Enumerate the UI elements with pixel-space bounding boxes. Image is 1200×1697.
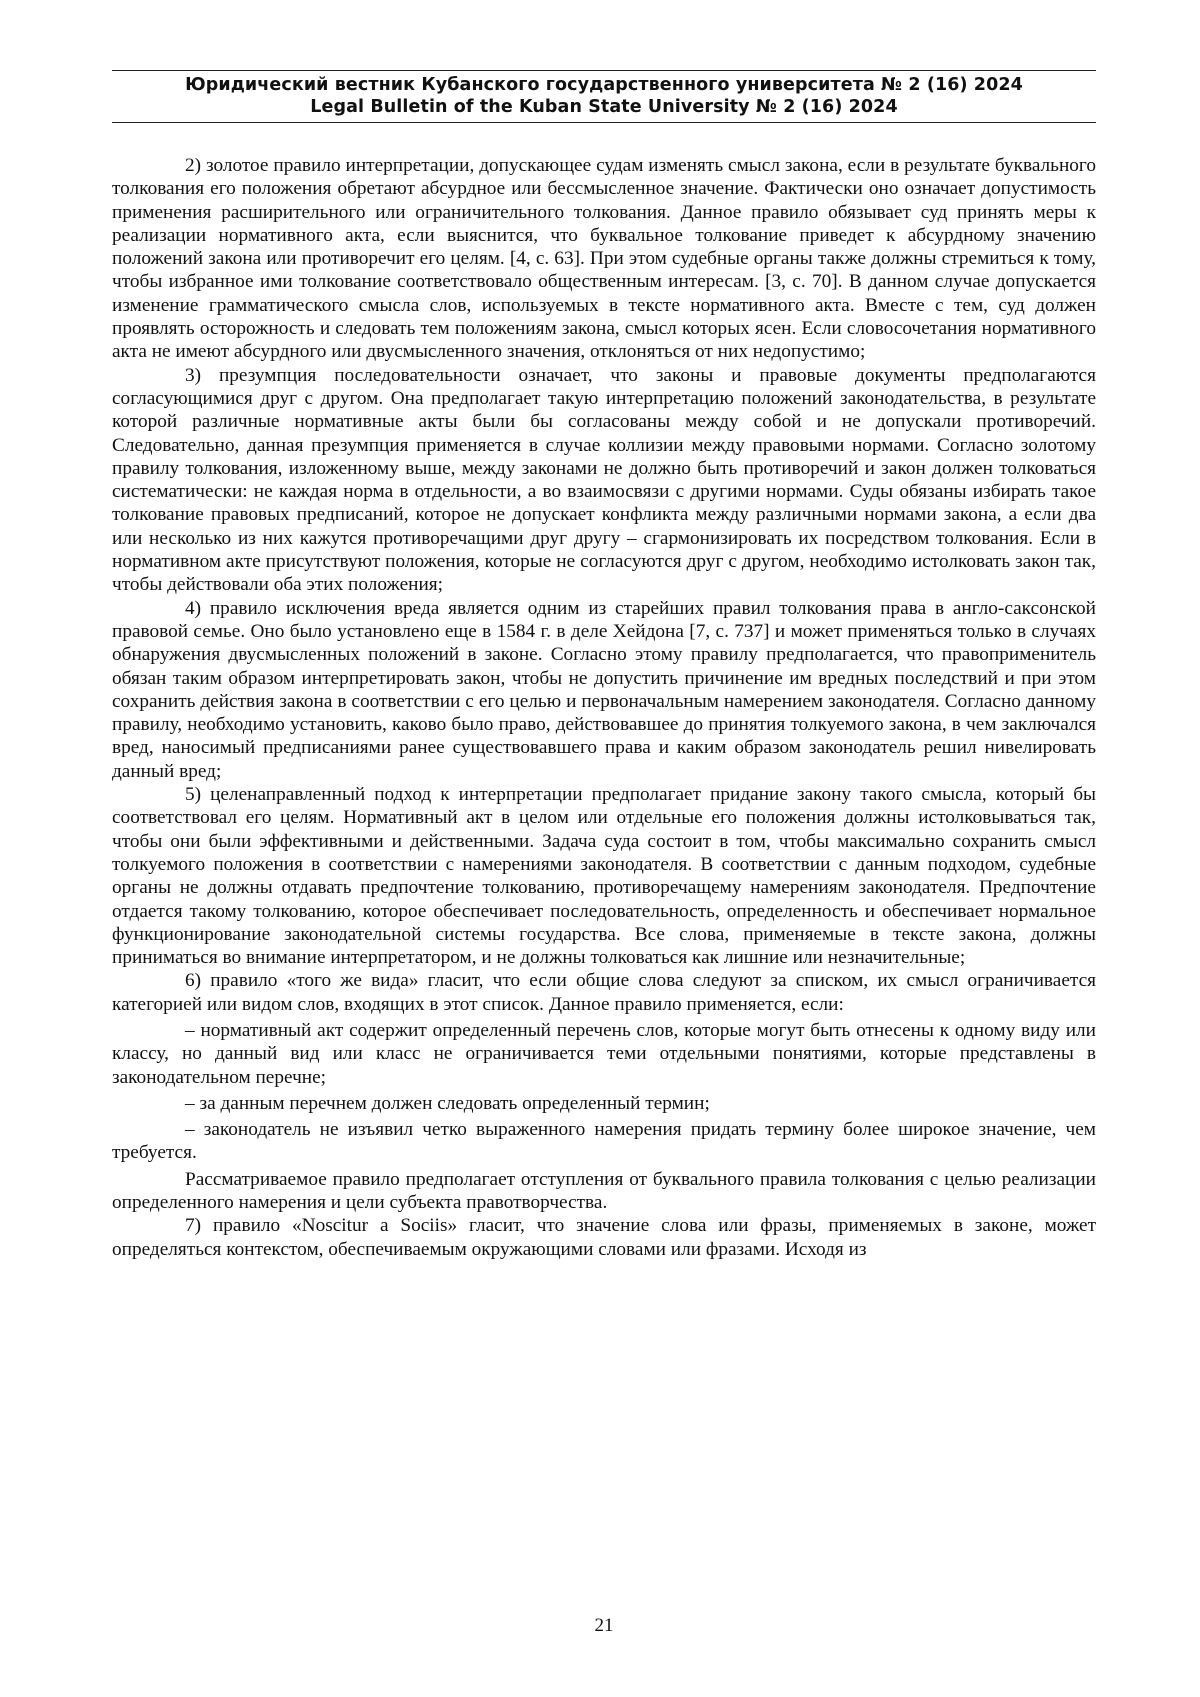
article-body [112,154,1096,1261]
paragraph-rule-2: 2) золотое правило интерпретации, допускающее судам изменять смысл закона, если в результате буквального толкования его положения обретают абсурдное или бессмысленное значение. Фактически оно означает допустимость применения расширительного или ограничительного толкования. Данное правило обязывает суд принять меры к реализации нормативного акта, если выяснится, что буквальное толкование приведет к абсурдному значению положений закона или противоречит его целям. [4, с. 63]. При этом судебные органы также должны стремиться к тому, чтобы избранное ими толкование соответствовало общественным интересам. [3, с. 70]. В данном случае допускается изменение грамматического смысла слов, используемых в тексте нормативного акта. Вместе с тем, суд должен проявлять осторожность и следовать тем положениям закона, смысл которых ясен. Если словосочетания нормативного акта не имеют абсурдного или двусмысленного значения, отклоняться от них недопустимо; [112,155,1096,363]
header-title-en: Legal Bulletin of the Kuban State University № 2 (16) 2024 [310,97,898,117]
header-title-ru: Юридический вестник Кубанского государственного университета № 2 (16) 2024 [185,75,1023,95]
paragraph-rule-3: 3) презумпция последовательности означает, что законы и правовые документы предполагаются согласующимися друг с другом. Она предполагает такую интерпретацию положений законодательства, в результате которой различные нормативные акты были бы согласованы между собой и не допускали противоречий. Следовательно, данная презумпция применяется в случае коллизии между правовыми нормами. Согласно золотому правилу толкования, изложенному выше, между законами не должно быть противоречий и закон должен толковаться систематически: не каждая норма в отдельности, а во взаимосвязи с другими нормами. Суды обязаны избирать такое толкование правовых предписаний, которое не допускает конфликта между различными нормами закона, а если два или несколько из них кажутся противоречащими друг другу – сгармонизировать их посредством толкования. Если в нормативном акте присутствуют положения, которые не согласуются друг с другом, необходимо истолковать закон так, чтобы действовали оба этих положения; [112,364,1096,596]
running-header [112,70,1096,123]
paragraph-rule-5: 5) целенаправленный подход к интерпретации предполагает придание закону такого смысла, который бы соответствовал его целям. Нормативный акт в целом или отдельные его положения должны истолковываться так, чтобы они были эффективными и действенными. Задача суда состоит в том, чтобы максимально сохранить смысл толкуемого положения в соответствии с намерениями законодателя. В соответствии с данным подходом, судебные органы не должны отдавать предпочтение толкованию, противоречащему намерениям законодателя. Предпочтение отдается такому толкованию, которое обеспечивает последовательность, определенность и обеспечивает нормальное функционирование законодательной системы государства. Все слова, применяемые в тексте закона, должны приниматься во внимание интерпретатором, и не должны толковаться как лишние или незначительные; [112,784,1096,969]
paragraph-rule-4: 4) правило исключения вреда является одним из старейших правил толкования права в англо-саксонской правовой семье. Оно было установлено еще в 1584 г. в деле Хейдона [7, с. 737] и может применяться только в случаях обнаружения двусмысленных положений в законе. Согласно этому правилу предполагается, что правоприменитель обязан таким образом интерпретировать закон, чтобы не допустить причинение им вредных последствий и при этом сохранить действия закона в соответствии с его целью и первоначальным намерением законодателя. Согласно данному правилу, необходимо установить, каково было право, действовавшее до принятия толкуемого закона, в чем заключался вред, наносимый предписаниями ранее существовавшего права и каким образом законодатель решил нивелировать данный вред; [112,597,1096,782]
dash-list-item: – за данным перечнем должен следовать определенный термин; [185,1092,710,1114]
paragraph-rule-7: 7) правило «Noscitur a Sociis» гласит, что значение слова или фразы, применяемых в законе, может определяться контекстом, обеспечиваемым окружающими словами или фразами. Исходя из [112,1215,1096,1260]
paragraph-rule-6: 6) правило «того же вида» гласит, что если общие слова следуют за списком, их смысл ограничивается категорией или видом слов, входящих в этот список. Данное правило применяется, если: [112,970,1096,1015]
dash-list-item: – нормативный акт содержит определенный перечень слов, которые могут быть отнесены к одному виду или классу, но данный вид или класс не ограничивается теми отдельными понятиями, которые представлены в законодательном перечне; [112,1019,1096,1088]
page-number: 21 [594,1615,614,1636]
paragraph-conclusion: Рассматриваемое правило предполагает отступления от буквального правила толкования с целью реализации определенного намерения и цели субъекта правотворчества. [112,1168,1096,1214]
journal-page [112,0,1096,1697]
dash-list-item: – законодатель не изъявил четко выраженного намерения придать термину более широкое значение, чем требуется. [112,1119,1096,1164]
